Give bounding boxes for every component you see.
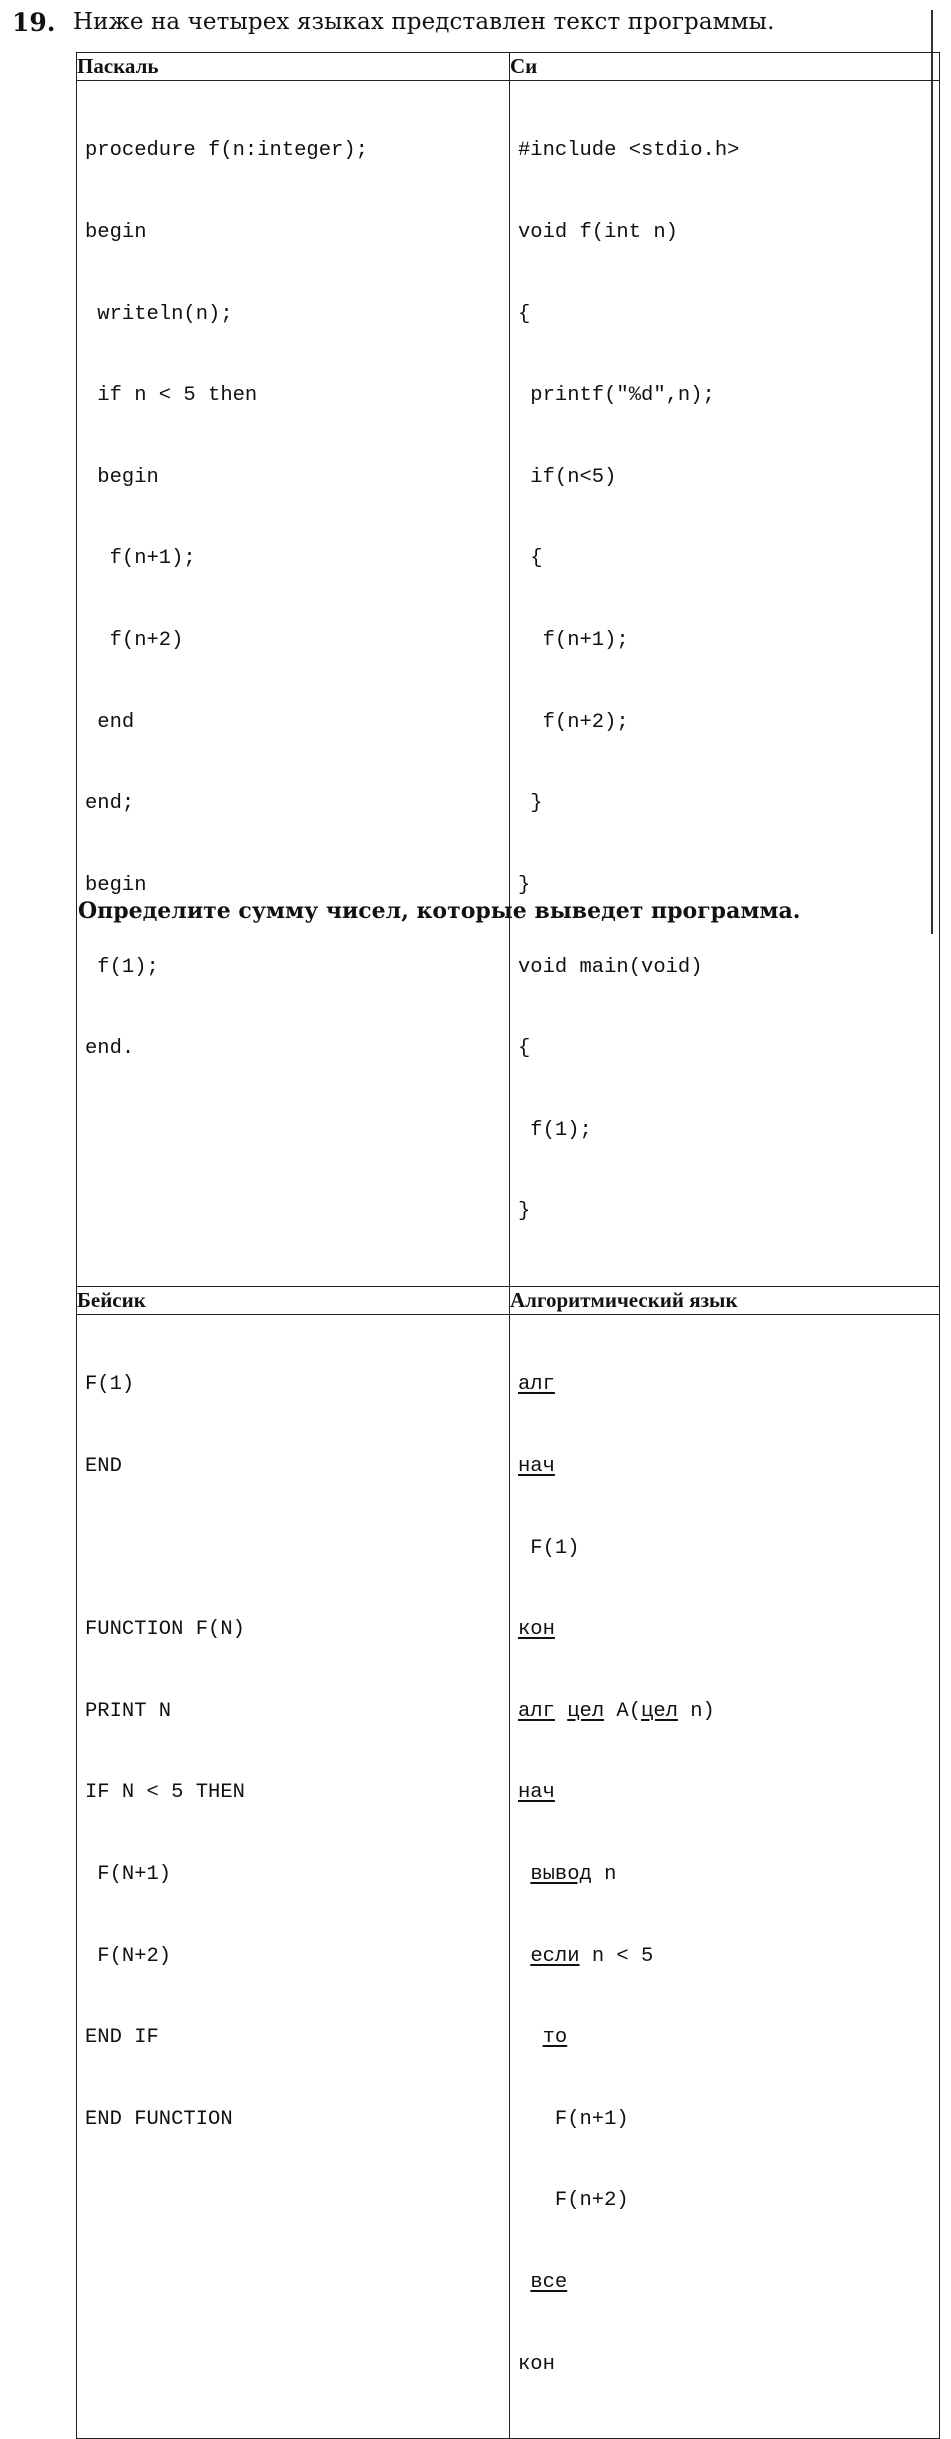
code-line: end;: [85, 792, 135, 816]
keyword: нач: [518, 1781, 555, 1805]
keyword: кон: [518, 1618, 555, 1642]
code-line: [518, 1453, 939, 1480]
code-line: end.: [85, 1037, 135, 1061]
c-header: Си: [510, 53, 940, 81]
basic-code: [77, 1315, 509, 2194]
pascal-code: [77, 81, 509, 1123]
code-line: f(n+1);: [85, 547, 196, 571]
code-line: END FUNCTION: [85, 2107, 233, 2131]
indent: [518, 1863, 530, 1886]
code-line: #include <stdio.h>: [518, 139, 740, 163]
code-line: {: [518, 1037, 531, 1061]
keyword: вывод: [530, 1863, 592, 1886]
code-fragment: n: [591, 1863, 617, 1886]
code-line: [518, 2269, 939, 2296]
code-line: {: [518, 547, 543, 571]
keyword: цел: [567, 1699, 605, 1723]
code-line: end: [85, 710, 135, 734]
code-line: {: [518, 302, 531, 326]
code-line: [85, 1535, 509, 1562]
code-line: PRINT N: [85, 1699, 172, 1723]
question-intro: Ниже на четырех языках представлен текст программы.: [73, 9, 775, 35]
basic-header: Бейсик: [77, 1286, 510, 1314]
code-line: if(n<5): [518, 465, 617, 489]
basic-code-cell: [77, 1314, 510, 2438]
code-line: begin: [85, 465, 159, 489]
code-line: if n < 5 then: [85, 384, 258, 408]
keyword: то: [542, 2026, 568, 2050]
code-line: F(n+2): [518, 2189, 629, 2213]
keyword: алг: [518, 1699, 555, 1723]
code-line: f(n+1);: [518, 629, 629, 653]
code-line: IF N < 5 THEN: [85, 1781, 245, 1805]
code-line: begin: [85, 873, 147, 897]
indent: [518, 1945, 530, 1968]
algo-code-cell: [510, 1314, 940, 2438]
code-line: void f(int n): [518, 221, 678, 245]
code-line: [518, 1698, 939, 1725]
c-code-cell: [510, 81, 940, 1287]
code-line: кон: [518, 2352, 555, 2376]
keyword: цел: [641, 1699, 678, 1723]
code-line: END IF: [85, 2026, 159, 2050]
code-line: F(1): [85, 1373, 135, 1397]
code-line: writeln(n);: [85, 302, 233, 326]
code-line: FUNCTION F(N): [85, 1618, 245, 1642]
code-line: }: [518, 792, 543, 816]
code-line: }: [518, 873, 531, 897]
code-line: F(n+1): [518, 2107, 629, 2131]
algo-code: [510, 1315, 939, 2438]
code-line: [518, 1371, 939, 1398]
code-line: }: [518, 1200, 531, 1224]
indent: [518, 2026, 543, 2049]
code-line: END: [85, 1454, 122, 1478]
algo-header: Алгоритмический язык: [510, 1286, 940, 1314]
code-line: f(n+2);: [518, 710, 629, 734]
code-line: void main(void): [518, 955, 703, 979]
code-fragment: A(: [604, 1699, 642, 1723]
code-line: F(N+1): [85, 1863, 172, 1886]
pascal-code-cell: [77, 81, 510, 1287]
keyword: если: [530, 1944, 580, 1968]
code-line: [518, 1779, 939, 1806]
code-line: [518, 2024, 939, 2051]
code-line: [518, 1616, 939, 1643]
indent: [518, 2271, 530, 2294]
code-line: printf("%d",n);: [518, 384, 715, 408]
pascal-header: Паскаль: [77, 53, 510, 81]
code-fragment: n): [677, 1699, 715, 1723]
code-line: F(1): [518, 1536, 580, 1560]
code-line: begin: [85, 221, 147, 245]
code-line: [518, 1861, 939, 1888]
code-line: f(1);: [85, 955, 159, 979]
program-table: [76, 52, 940, 2439]
code-line: F(N+2): [85, 1944, 172, 1968]
code-fragment: n < 5: [579, 1944, 654, 1968]
keyword: нач: [518, 1454, 555, 1478]
keyword: алг: [518, 1373, 555, 1397]
c-code: [510, 81, 939, 1286]
code-line: f(1);: [518, 1118, 592, 1142]
code-line: f(n+2): [85, 629, 184, 653]
keyword: все: [530, 2271, 568, 2295]
code-line: procedure f(n:integer);: [85, 139, 368, 163]
question-number: 19.: [12, 8, 56, 37]
code-line: [518, 1943, 939, 1970]
question-prompt: Определите сумму чисел, которые выведет программа.: [78, 898, 801, 924]
